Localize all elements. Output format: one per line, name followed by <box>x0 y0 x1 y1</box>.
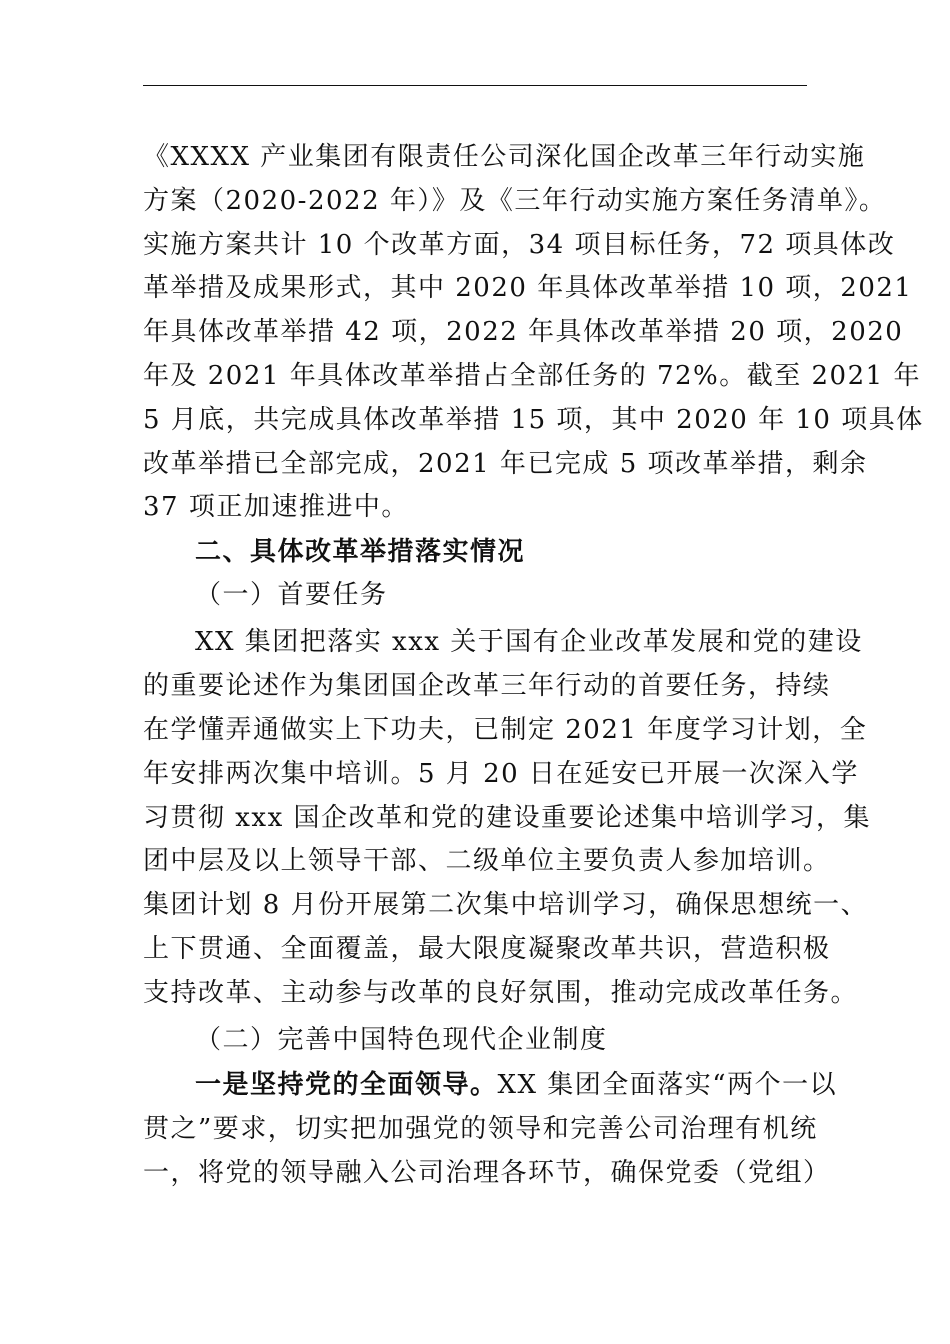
text-line: XX 集团把落实 xxx 关于国有企业改革发展和党的建设 <box>195 627 863 657</box>
text-line: 5 月底，共完成具体改革举措 15 项，其中 2020 年 10 项具体 <box>143 405 924 435</box>
text-line: 革举措及成果形式，其中 2020 年具体改革举措 10 项，2021 <box>143 273 913 303</box>
text-line: 实施方案共计 10 个改革方面，34 项目标任务，72 项具体改 <box>143 230 896 260</box>
text-line: 年及 2021 年具体改革举措占全部任务的 72%。截至 2021 年 <box>143 361 921 391</box>
text-line: 团中层及以上领导干部、二级单位主要负责人参加培训。 <box>143 846 831 876</box>
paragraph-text: XX 集团全面落实“两个一以 <box>497 1070 838 1100</box>
text-line: 改革举措已全部完成，2021 年已完成 5 项改革举措，剩余 <box>143 449 868 479</box>
text-line <box>195 1070 875 1100</box>
paragraph-lead: 一是坚持党的全面领导。 <box>195 1070 498 1100</box>
text-line: 集团计划 8 月份开展第二次集中培训学习，确保思想统一、 <box>143 890 869 920</box>
text-line: 年安排两次集中培训。5 月 20 日在延安已开展一次深入学 <box>143 759 859 789</box>
section-heading: 二、具体改革举措落实情况 <box>195 537 526 567</box>
subsection-heading: （二）完善中国特色现代企业制度 <box>195 1025 608 1055</box>
text-line: 贯之”要求，切实把加强党的领导和完善公司治理有机统 <box>143 1114 818 1144</box>
header-rule <box>143 85 807 86</box>
text-line: 年具体改革举措 42 项，2022 年具体改革举措 20 项，2020 <box>143 317 904 347</box>
text-line: 一，将党的领导融入公司治理各环节，确保党委（党组） <box>143 1158 831 1188</box>
text-line: 习贯彻 xxx 国企改革和党的建设重要论述集中培训学习，集 <box>143 803 872 833</box>
text-line: 在学懂弄通做实上下功夫，已制定 2021 年度学习计划，全 <box>143 715 868 745</box>
text-line: 的重要论述作为集团国企改革三年行动的首要任务，持续 <box>143 671 831 701</box>
subsection-heading: （一）首要任务 <box>195 580 388 610</box>
text-line: 《XXXX 产业集团有限责任公司深化国企改革三年行动实施 <box>143 142 866 172</box>
text-line: 上下贯通、全面覆盖，最大限度凝聚改革共识，营造积极 <box>143 934 831 964</box>
text-line: 支持改革、主动参与改革的良好氛围，推动完成改革任务。 <box>143 978 859 1008</box>
text-line: 方案（2020-2022 年）》及《三年行动实施方案任务清单》。 <box>143 186 887 216</box>
text-line: 37 项正加速推进中。 <box>143 492 409 522</box>
